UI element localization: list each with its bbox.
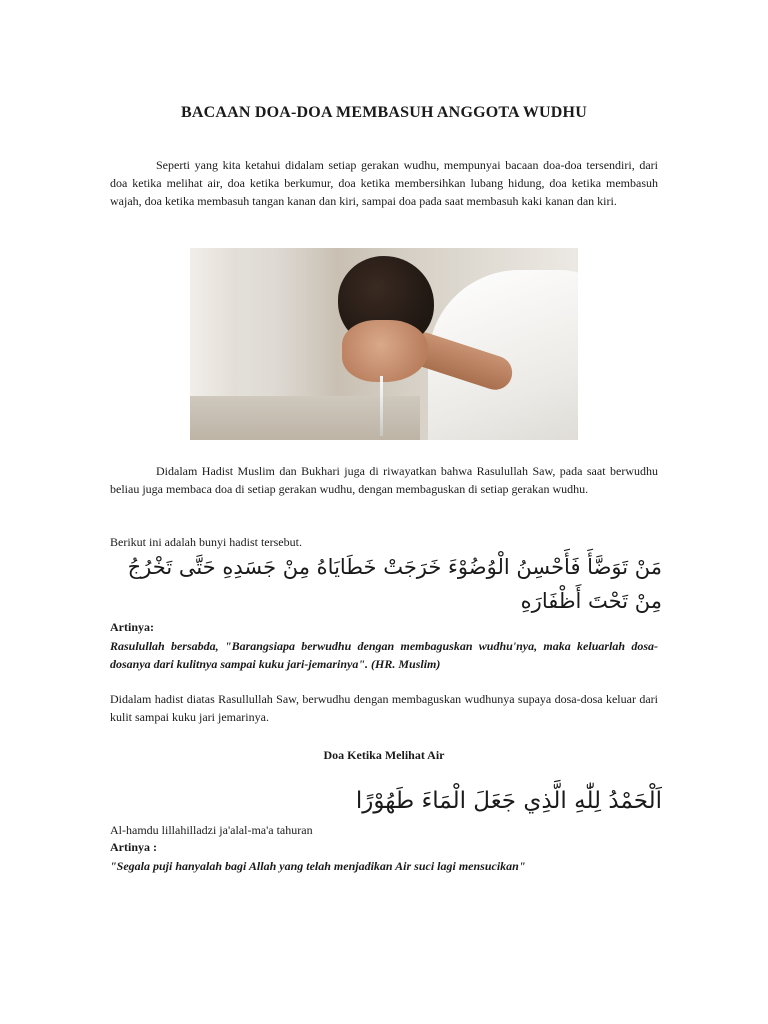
hadith-intro-paragraph: Didalam Hadist Muslim dan Bukhari juga di riwayatkan bahwa Rasulullah Saw, pada saat berwudhu beliau juga membaca doa di setiap gerakan wudhu, dengan membaguskan di setiap gerakan wudhu. [110,464,658,496]
intro-paragraph: Seperti yang kita ketahui didalam setiap gerakan wudhu, mempunyai bacaan doa-doa tersendiri, dari doa ketika melihat air, doa ketika berkumur, doa ketika membersihkan lubang hidung, doa ketika membasuh wajah, doa ketika membasuh tangan kanan dan kiri, sampai doa pada saat membasuh kaki kanan dan kiri. [110,158,658,208]
wudhu-photo [190,248,578,440]
photo-water [380,376,383,436]
artinya-label-2: Artinya : [110,840,157,854]
artinya-label: Artinya: [110,620,154,634]
section-heading: Doa Ketika Melihat Air [323,748,445,762]
hadith-lead-text: Berikut ini adalah bunyi hadist tersebut. [110,535,302,549]
hadith-arabic-text: مَنْ تَوَضَّأَ فَأَحْسِنُ الْوُضُوْءَ خَرَجَتْ خَطَايَاهُ مِنْ جَسَدِهِ حَتَّى تَخْرُجُ مِنْ تَحْتَ أَظْفَارَهِ [127,555,662,613]
photo-hands [342,320,428,382]
doa-translation: "Segala puji hanyalah bagi Allah yang telah menjadikan Air suci lagi mensucikan" [110,859,526,873]
hadith-explanation-paragraph: Didalam hadist diatas Rasullullah Saw, berwudhu dengan membaguskan wudhunya supaya dosa-dosa keluar dari kulit sampai kuku jari jemarinya. [110,692,658,724]
page-title: BACAAN DOA-DOA MEMBASUH ANGGOTA WUDHU [181,104,587,121]
hadith-translation: Rasulullah bersabda, "Barangsiapa berwudhu dengan membaguskan wudhu'nya, maka keluarlah dosa-dosanya dari kulitnya sampai kuku jari-jemarinya". (HR. Muslim) [110,639,658,671]
doa-arabic-text: اَلْحَمْدُ لِلّٰهِ الَّذِي جَعَلَ الْمَاءَ طَهُوْرًا [355,788,662,814]
photo-bench [190,396,420,440]
doa-latin-text: Al-hamdu lillahilladzi ja'alal-ma'a tahuran [110,823,313,837]
